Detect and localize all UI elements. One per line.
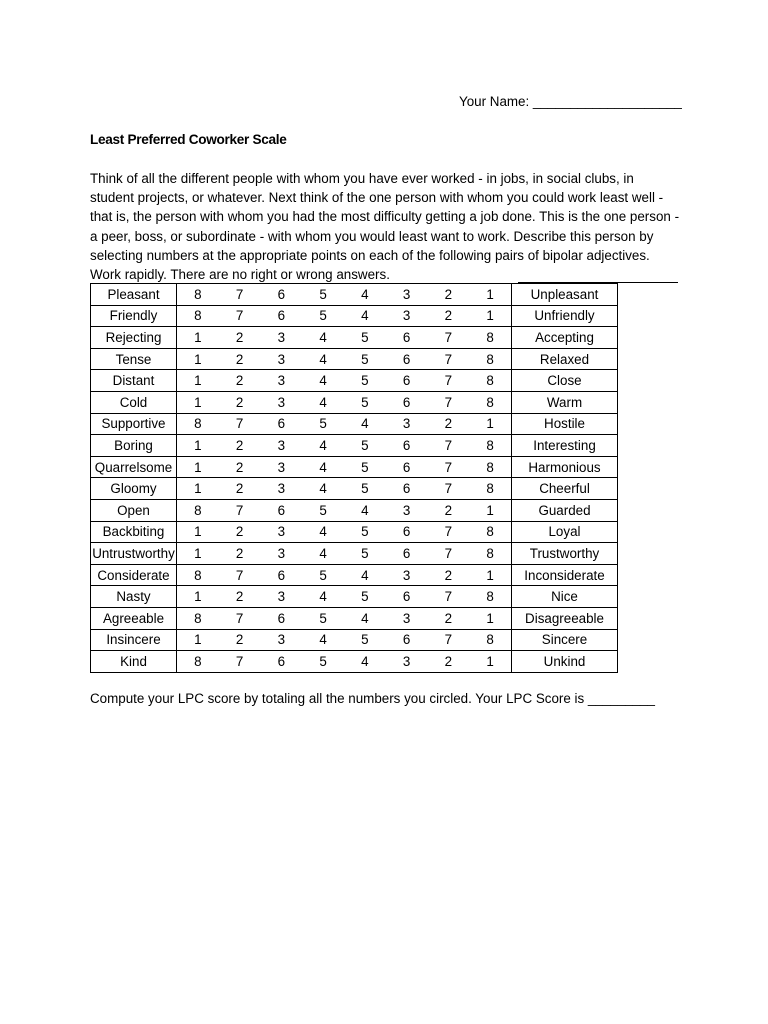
left-adjective: Gloomy — [91, 478, 177, 500]
table-row — [91, 413, 618, 435]
score-option[interactable]: 4 — [344, 305, 386, 327]
score-option[interactable]: 1 — [177, 629, 219, 651]
score-option[interactable]: 6 — [386, 370, 428, 392]
left-adjective: Tense — [91, 348, 177, 370]
score-option[interactable]: 2 — [219, 327, 261, 349]
score-option[interactable]: 7 — [219, 305, 261, 327]
score-option[interactable]: 2 — [219, 348, 261, 370]
score-option[interactable]: 5 — [344, 629, 386, 651]
score-option[interactable]: 5 — [344, 478, 386, 500]
score-option[interactable]: 5 — [302, 305, 344, 327]
score-option[interactable]: 1 — [469, 607, 511, 629]
right-adjective: Loyal — [512, 521, 618, 543]
right-adjective: Disagreeable — [512, 607, 618, 629]
right-adjective: Unpleasant — [512, 284, 618, 306]
score-option[interactable]: 2 — [219, 543, 261, 565]
score-option[interactable]: 3 — [261, 348, 303, 370]
score-option[interactable]: 2 — [428, 651, 470, 673]
score-option[interactable]: 3 — [261, 391, 303, 413]
table-row — [91, 370, 618, 392]
score-option[interactable]: 8 — [469, 456, 511, 478]
score-option[interactable]: 2 — [219, 435, 261, 457]
score-option[interactable]: 5 — [302, 284, 344, 306]
score-option[interactable]: 5 — [302, 564, 344, 586]
score-option[interactable]: 7 — [428, 456, 470, 478]
score-option[interactable]: 8 — [177, 564, 219, 586]
score-option[interactable]: 3 — [261, 521, 303, 543]
left-adjective: Rejecting — [91, 327, 177, 349]
instructions-paragraph: Think of all the different people with whom you have ever worked - in jobs, in social clubs, in student projects, or whatever. Next think of the one person with whom you could work least well - that is, the person with whom you had the most difficulty getting a job done. This is the one person - a peer, boss, or subordinate - with whom you would least want to work. Describe this person by selecting numbers at the appropriate points on each of the following pairs of bipolar adjectives. Work rapidly. There are no right or wrong answers. — [90, 171, 680, 283]
score-option[interactable]: 1 — [469, 284, 511, 306]
score-option[interactable]: 5 — [302, 413, 344, 435]
score-option[interactable]: 8 — [177, 413, 219, 435]
table-row — [91, 478, 618, 500]
score-option[interactable]: 3 — [261, 327, 303, 349]
score-option[interactable]: 3 — [261, 543, 303, 565]
score-option[interactable]: 1 — [469, 413, 511, 435]
score-option[interactable]: 6 — [386, 435, 428, 457]
left-adjective: Boring — [91, 435, 177, 457]
score-option[interactable]: 4 — [302, 327, 344, 349]
page-title: Least Preferred Coworker Scale — [90, 132, 287, 147]
table-row — [91, 391, 618, 413]
score-option[interactable]: 3 — [261, 629, 303, 651]
score-option[interactable]: 4 — [344, 284, 386, 306]
table-row — [91, 435, 618, 457]
score-option[interactable]: 4 — [302, 478, 344, 500]
score-option[interactable]: 4 — [302, 456, 344, 478]
score-option[interactable]: 3 — [386, 413, 428, 435]
score-option[interactable]: 5 — [344, 391, 386, 413]
score-option[interactable]: 3 — [261, 586, 303, 608]
left-adjective: Nasty — [91, 586, 177, 608]
score-option[interactable]: 7 — [428, 478, 470, 500]
left-adjective: Distant — [91, 370, 177, 392]
score-option[interactable]: 7 — [428, 543, 470, 565]
left-adjective: Pleasant — [91, 284, 177, 306]
score-option[interactable]: 4 — [302, 543, 344, 565]
score-option[interactable]: 8 — [469, 435, 511, 457]
score-option[interactable]: 2 — [219, 370, 261, 392]
score-option[interactable]: 3 — [386, 284, 428, 306]
score-option[interactable]: 3 — [261, 456, 303, 478]
score-option[interactable]: 5 — [344, 586, 386, 608]
score-option[interactable]: 1 — [177, 435, 219, 457]
score-option[interactable]: 6 — [261, 499, 303, 521]
table-row — [91, 348, 618, 370]
score-option[interactable]: 1 — [177, 456, 219, 478]
score-option[interactable]: 5 — [302, 499, 344, 521]
score-option[interactable]: 1 — [469, 305, 511, 327]
right-adjective: Unfriendly — [512, 305, 618, 327]
score-option[interactable]: 5 — [302, 651, 344, 673]
score-option[interactable]: 7 — [428, 370, 470, 392]
table-row — [91, 586, 618, 608]
score-option[interactable]: 7 — [428, 586, 470, 608]
score-option[interactable]: 4 — [344, 651, 386, 673]
score-option[interactable]: 8 — [177, 499, 219, 521]
lpc-scale-table — [90, 283, 618, 673]
score-option[interactable]: 6 — [261, 651, 303, 673]
score-option[interactable]: 7 — [428, 521, 470, 543]
score-option[interactable]: 4 — [302, 521, 344, 543]
right-adjective: Accepting — [512, 327, 618, 349]
left-adjective: Insincere — [91, 629, 177, 651]
score-option[interactable]: 7 — [428, 629, 470, 651]
score-option[interactable]: 8 — [177, 651, 219, 673]
left-adjective: Open — [91, 499, 177, 521]
score-option[interactable]: 5 — [344, 456, 386, 478]
left-adjective: Cold — [91, 391, 177, 413]
table-row — [91, 305, 618, 327]
score-option[interactable]: 7 — [428, 391, 470, 413]
score-option[interactable]: 4 — [302, 348, 344, 370]
table-row — [91, 456, 618, 478]
score-option[interactable]: 5 — [344, 348, 386, 370]
score-option[interactable]: 8 — [469, 348, 511, 370]
table-row — [91, 327, 618, 349]
score-option[interactable]: 6 — [261, 284, 303, 306]
score-option[interactable]: 6 — [386, 348, 428, 370]
left-adjective: Agreeable — [91, 607, 177, 629]
score-option[interactable]: 4 — [344, 564, 386, 586]
left-adjective: Quarrelsome — [91, 456, 177, 478]
score-option[interactable]: 2 — [219, 478, 261, 500]
score-option[interactable]: 6 — [261, 607, 303, 629]
score-option[interactable]: 7 — [219, 607, 261, 629]
table-row — [91, 629, 618, 651]
score-option[interactable]: 4 — [302, 370, 344, 392]
score-option[interactable]: 6 — [386, 543, 428, 565]
score-option[interactable]: 8 — [469, 586, 511, 608]
score-option[interactable]: 6 — [261, 413, 303, 435]
left-adjective: Considerate — [91, 564, 177, 586]
score-option[interactable]: 8 — [469, 391, 511, 413]
right-adjective: Relaxed — [512, 348, 618, 370]
score-option[interactable]: 3 — [261, 370, 303, 392]
right-adjective: Cheerful — [512, 478, 618, 500]
table-row — [91, 543, 618, 565]
right-adjective: Unkind — [512, 651, 618, 673]
score-option[interactable]: 7 — [219, 413, 261, 435]
score-option[interactable]: 4 — [302, 586, 344, 608]
score-option[interactable]: 6 — [386, 327, 428, 349]
right-adjective: Interesting — [512, 435, 618, 457]
score-option[interactable]: 5 — [344, 435, 386, 457]
score-option[interactable]: 1 — [177, 543, 219, 565]
score-option[interactable]: 6 — [386, 391, 428, 413]
score-option[interactable]: 3 — [386, 607, 428, 629]
score-option[interactable]: 1 — [177, 391, 219, 413]
score-option[interactable]: 5 — [344, 327, 386, 349]
table-row — [91, 564, 618, 586]
left-adjective: Untrustworthy — [91, 543, 177, 565]
score-option[interactable]: 4 — [344, 607, 386, 629]
score-option[interactable]: 2 — [219, 586, 261, 608]
right-adjective: Sincere — [512, 629, 618, 651]
left-adjective: Friendly — [91, 305, 177, 327]
score-option[interactable]: 1 — [177, 586, 219, 608]
score-option[interactable]: 1 — [177, 521, 219, 543]
score-option[interactable]: 8 — [469, 521, 511, 543]
score-option[interactable]: 6 — [261, 305, 303, 327]
score-option[interactable]: 1 — [177, 327, 219, 349]
table-row — [91, 651, 618, 673]
your-name-field[interactable]: Your Name: ____________________ — [459, 94, 682, 109]
score-option[interactable]: 8 — [469, 629, 511, 651]
right-adjective: Nice — [512, 586, 618, 608]
score-option[interactable]: 2 — [428, 284, 470, 306]
score-option[interactable]: 5 — [344, 521, 386, 543]
score-option[interactable]: 2 — [428, 499, 470, 521]
score-option[interactable]: 5 — [302, 607, 344, 629]
score-option[interactable]: 2 — [428, 305, 470, 327]
score-option[interactable]: 6 — [386, 521, 428, 543]
score-option[interactable]: 1 — [469, 651, 511, 673]
score-option[interactable]: 8 — [177, 305, 219, 327]
score-option[interactable]: 1 — [177, 370, 219, 392]
score-option[interactable]: 8 — [469, 370, 511, 392]
score-option[interactable]: 2 — [428, 564, 470, 586]
score-option[interactable]: 7 — [219, 651, 261, 673]
table-row — [91, 521, 618, 543]
right-adjective: Trustworthy — [512, 543, 618, 565]
score-option[interactable]: 7 — [219, 499, 261, 521]
score-option[interactable]: 2 — [428, 413, 470, 435]
score-option[interactable]: 4 — [302, 435, 344, 457]
right-adjective: Close — [512, 370, 618, 392]
score-option[interactable]: 7 — [428, 348, 470, 370]
score-option[interactable]: 4 — [302, 629, 344, 651]
score-option[interactable]: 6 — [386, 629, 428, 651]
score-option[interactable]: 3 — [386, 305, 428, 327]
score-option[interactable]: 4 — [302, 391, 344, 413]
score-option[interactable]: 2 — [219, 521, 261, 543]
table-row — [91, 284, 618, 306]
score-option[interactable]: 7 — [219, 284, 261, 306]
score-option[interactable]: 8 — [177, 607, 219, 629]
right-adjective: Guarded — [512, 499, 618, 521]
score-option[interactable]: 7 — [219, 564, 261, 586]
score-option[interactable]: 3 — [261, 435, 303, 457]
left-adjective: Backbiting — [91, 521, 177, 543]
score-option[interactable]: 7 — [428, 327, 470, 349]
score-option[interactable]: 8 — [469, 478, 511, 500]
score-option[interactable]: 5 — [344, 370, 386, 392]
score-option[interactable]: 3 — [261, 478, 303, 500]
score-option[interactable]: 2 — [428, 607, 470, 629]
score-option[interactable]: 6 — [261, 564, 303, 586]
right-adjective: Hostile — [512, 413, 618, 435]
score-option[interactable]: 2 — [219, 456, 261, 478]
score-option[interactable]: 6 — [386, 478, 428, 500]
score-option[interactable]: 3 — [386, 651, 428, 673]
right-adjective: Harmonious — [512, 456, 618, 478]
right-adjective: Warm — [512, 391, 618, 413]
score-option[interactable]: 3 — [386, 564, 428, 586]
score-option[interactable]: 1 — [469, 564, 511, 586]
score-option[interactable]: 1 — [469, 499, 511, 521]
score-option[interactable]: 6 — [386, 586, 428, 608]
table-row — [91, 499, 618, 521]
score-option[interactable]: 2 — [219, 391, 261, 413]
score-option[interactable]: 4 — [344, 499, 386, 521]
left-adjective: Supportive — [91, 413, 177, 435]
score-option[interactable]: 1 — [177, 478, 219, 500]
score-option[interactable]: 6 — [386, 456, 428, 478]
score-option[interactable]: 2 — [219, 629, 261, 651]
left-adjective: Kind — [91, 651, 177, 673]
score-option[interactable]: 4 — [344, 413, 386, 435]
score-option[interactable]: 1 — [177, 348, 219, 370]
table-row — [91, 607, 618, 629]
right-adjective: Inconsiderate — [512, 564, 618, 586]
score-option[interactable]: 8 — [469, 543, 511, 565]
score-option[interactable]: 8 — [469, 327, 511, 349]
score-instructions: Compute your LPC score by totaling all the numbers you circled. Your LPC Score is _________ — [90, 691, 655, 706]
score-option[interactable]: 8 — [177, 284, 219, 306]
score-option[interactable]: 7 — [428, 435, 470, 457]
score-option[interactable]: 5 — [344, 543, 386, 565]
score-option[interactable]: 3 — [386, 499, 428, 521]
